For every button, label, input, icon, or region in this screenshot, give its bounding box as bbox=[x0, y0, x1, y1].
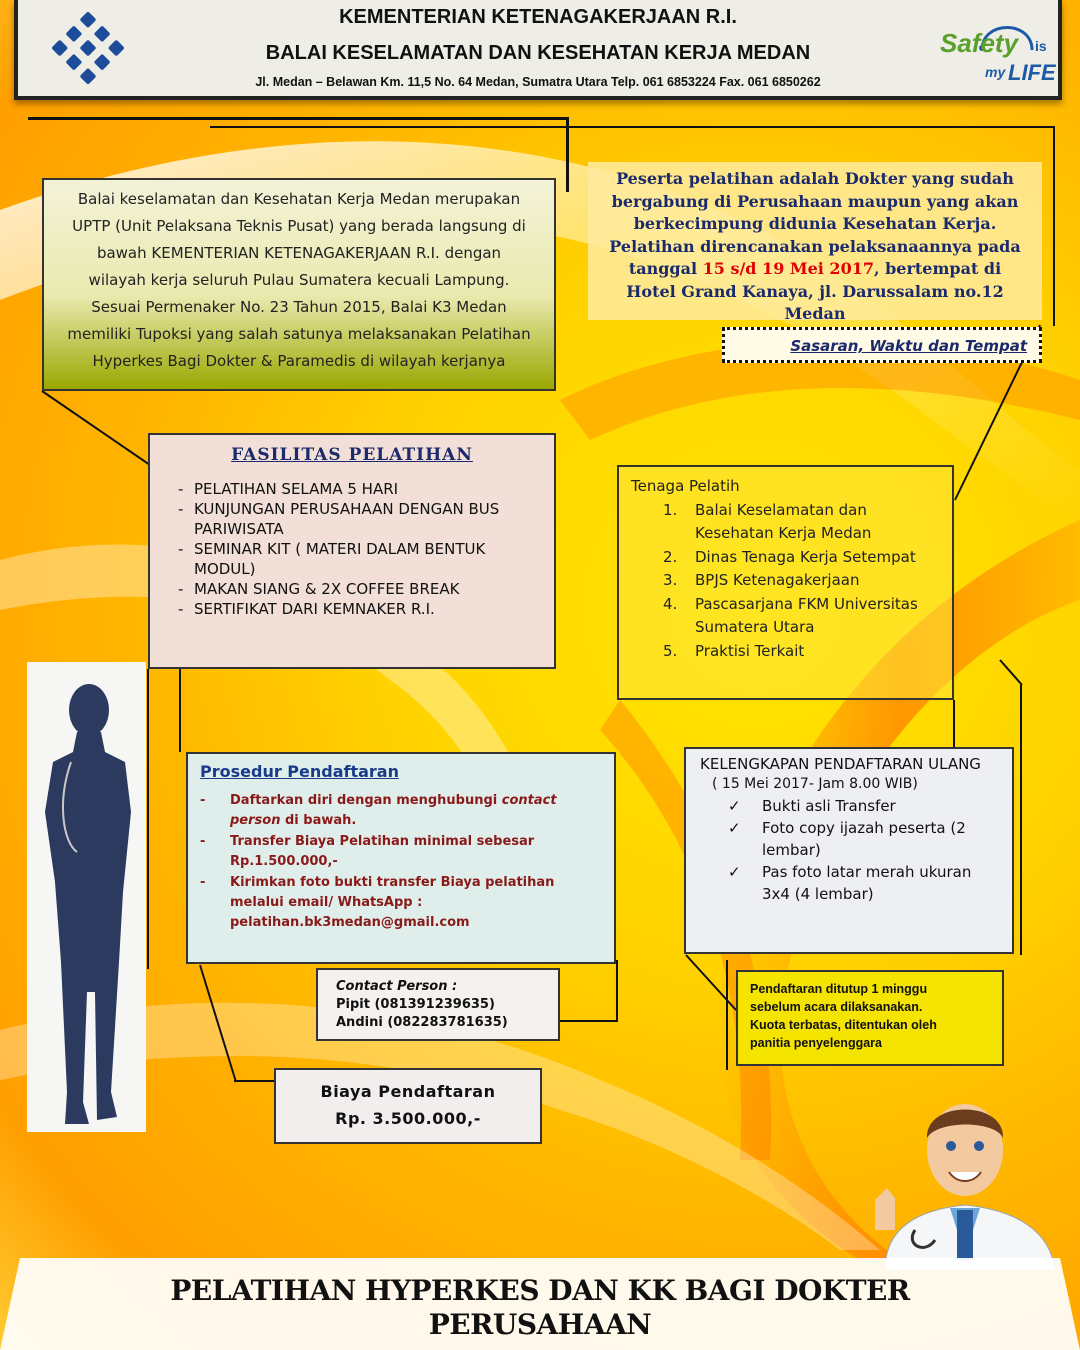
registration-note-box bbox=[736, 970, 1004, 1066]
poster-title-line: PERUSAHAAN bbox=[428, 1308, 652, 1341]
list-item: - MAKAN SIANG & 2X COFFEE BREAK bbox=[178, 579, 540, 599]
facilities-list bbox=[164, 479, 540, 619]
note-line: panitia penyelenggara bbox=[750, 1036, 882, 1050]
target-schedule-box bbox=[588, 162, 1042, 323]
trainers-title: Tenaga Pelatih bbox=[631, 477, 740, 495]
office-name: BALAI KESELAMATAN DAN KESEHATAN KERJA MEDAN bbox=[265, 42, 811, 64]
list-item: - KUNJUNGAN PERUSAHAAN DENGAN BUS PARIWISATA bbox=[178, 499, 540, 539]
slogan-my: my bbox=[985, 64, 1006, 80]
list-item: ✓ Foto copy ijazah peserta (2 lembar) bbox=[728, 819, 966, 859]
intro-line: UPTP (Unit Pelaksana Teknis Pusat) yang berada langsung di bbox=[72, 217, 526, 235]
poster-title bbox=[0, 1274, 1080, 1342]
re-registration-title: KELENGKAPAN PENDAFTARAN ULANG bbox=[700, 755, 981, 773]
target-date-line bbox=[596, 258, 1034, 281]
note-line: sebelum acara dilaksanakan. bbox=[750, 1000, 923, 1014]
target-line: Peserta pelatihan adalah Dokter yang sudah bbox=[616, 169, 1014, 188]
cartoon-doctor-icon bbox=[865, 1080, 1075, 1270]
intro-line: Balai keselamatan dan Kesehatan Kerja Medan merupakan bbox=[77, 190, 521, 208]
ministry-name: KEMENTERIAN KETENAGAKERJAAN R.I. bbox=[339, 6, 737, 28]
checkmark-icon: ✓ bbox=[728, 797, 741, 815]
office-address: Jl. Medan – Belawan Km. 11,5 No. 64 Medan, Sumatra Utara Telp. 061 6853224 Fax. 061 6850262 bbox=[255, 75, 821, 89]
intro-line: bawah KEMENTERIAN KETENAGAKERJAAN R.I. dengan bbox=[96, 244, 502, 262]
note-line: Kuota terbatas, ditentukan oleh bbox=[750, 1018, 937, 1032]
list-item: - SERTIFIKAT DARI KEMNAKER R.I. bbox=[178, 599, 540, 619]
slogan-safety: Safety bbox=[940, 28, 1019, 58]
list-item: - Transfer Biaya Pelatihan minimal sebesar Rp.1.500.000,- bbox=[200, 834, 535, 869]
checkmark-icon: ✓ bbox=[728, 863, 741, 881]
intro-line: memiliki Tupoksi yang salah satunya melaksanakan Pelatihan bbox=[67, 325, 531, 343]
facilities-title: FASILITAS PELATIHAN bbox=[231, 445, 473, 465]
intro-box bbox=[42, 178, 556, 391]
target-tab-label: Sasaran, Waktu dan Tempat bbox=[722, 327, 1042, 363]
list-item: ✓ Pas foto latar merah ukuran 3x4 (4 lembar) bbox=[728, 863, 972, 903]
doctor-silhouette-icon bbox=[27, 662, 146, 1132]
registration-fee-box bbox=[274, 1068, 542, 1144]
intro-line: wilayah kerja seluruh Pulau Sumatera kecuali Lampung. bbox=[88, 271, 510, 289]
list-item: ✓ Bukti asli Transfer bbox=[728, 797, 896, 815]
poster-title-line: PELATIHAN HYPERKES DAN KK BAGI DOKTER bbox=[170, 1274, 910, 1307]
re-registration-date: ( 15 Mei 2017- Jam 8.00 WIB) bbox=[712, 776, 918, 792]
date-prefix: tanggal bbox=[628, 259, 698, 278]
list-item: - Kirimkan foto bukti transfer Biaya pelatihan melalui email/ WhatsApp : pelatihan.bk3medan@gmail.com bbox=[200, 875, 555, 930]
procedure-title: Prosedur Pendaftaran bbox=[200, 762, 399, 781]
note-line: Pendaftaran ditutup 1 minggu bbox=[750, 982, 928, 996]
date-suffix: , bertempat di bbox=[873, 259, 1002, 278]
contact-person: Andini (082283781635) bbox=[336, 1015, 508, 1030]
slogan-is: is bbox=[1035, 38, 1047, 54]
doctor-silhouette-panel bbox=[27, 662, 146, 1132]
target-line: bergabung di Perusahaan maupun yang akan bbox=[611, 191, 1019, 211]
list-item: 2. Dinas Tenaga Kerja Setempat bbox=[663, 547, 916, 566]
fee-amount: Rp. 3.500.000,- bbox=[335, 1109, 481, 1128]
contact-person-box bbox=[316, 968, 560, 1041]
re-registration-box bbox=[684, 747, 1014, 954]
list-item: - PELATIHAN SELAMA 5 HARI bbox=[178, 479, 540, 499]
re-registration-list bbox=[698, 795, 1000, 905]
list-item: 5. Praktisi Terkait bbox=[663, 641, 805, 660]
list-item: - SEMINAR KIT ( MATERI DALAM BENTUK MODUL) bbox=[178, 539, 540, 579]
safety-slogan-logo bbox=[930, 8, 1060, 92]
procedure-list bbox=[200, 791, 602, 933]
fee-label: Biaya Pendaftaran bbox=[320, 1082, 496, 1101]
slogan-life: LIFE bbox=[1008, 60, 1056, 85]
trainers-list bbox=[629, 499, 942, 664]
header-banner bbox=[14, 0, 1062, 100]
target-line: berkecimpung didunia Kesehatan Kerja. bbox=[633, 214, 997, 233]
contact-title: Contact Person : bbox=[336, 979, 458, 994]
list-item: - Daftarkan diri dengan menghubungi contact person di bawah. bbox=[200, 793, 557, 828]
list-item: 1. Balai Keselamatan dan Kesehatan Kerja Medan bbox=[663, 500, 872, 542]
training-date: 15 s/d 19 Mei 2017 bbox=[702, 259, 874, 278]
contact-person: Pipit (081391239635) bbox=[336, 997, 495, 1012]
trainers-box bbox=[617, 465, 954, 700]
list-item: 4. Pascasarjana FKM Universitas Sumatera Utara bbox=[663, 594, 918, 636]
registration-procedure-box bbox=[186, 752, 616, 964]
checkmark-icon: ✓ bbox=[728, 819, 741, 837]
list-item: 3. BPJS Ketenagakerjaan bbox=[663, 571, 860, 589]
intro-line: Hyperkes Bagi Dokter & Paramedis di wilayah kerjanya bbox=[92, 352, 506, 370]
target-line: Pelatihan direncanakan pelaksanaannya pada bbox=[609, 236, 1021, 256]
facilities-box bbox=[148, 433, 556, 669]
target-line: Hotel Grand Kanaya, jl. Darussalam no.12 Medan bbox=[626, 281, 1004, 323]
intro-line: Sesuai Permenaker No. 23 Tahun 2015, Balai K3 Medan bbox=[91, 298, 507, 316]
